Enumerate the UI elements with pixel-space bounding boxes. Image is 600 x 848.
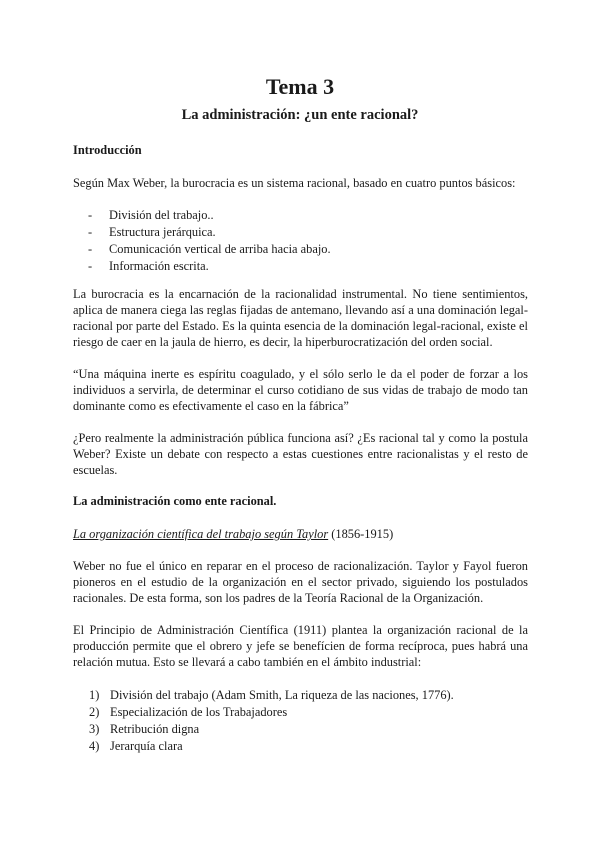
bullet-marker: - [88, 208, 93, 222]
section-paragraph-taylor-fayol: Weber no fue el único en reparar en el proceso de racionalización. Taylor y Fayol fueron pioneros en el estudio de la organización en el sector privado, siguiendo los postulados racionales. De esta forma, son los padres de la Teoría Racional de la Organización. [73, 559, 528, 605]
section-subheading [73, 526, 528, 542]
list-item-text: Jerarquía clara [110, 739, 183, 753]
number-marker: 2) [89, 705, 100, 719]
list-item-text: División del trabajo.. [109, 208, 214, 222]
list-item [88, 258, 331, 275]
page-title: Tema 3 [265, 74, 335, 99]
list-item-text: Retribución digna [110, 722, 200, 736]
bullet-marker: - [88, 225, 93, 239]
weber-points-list [88, 207, 331, 275]
list-item-text: Estructura jerárquica. [109, 225, 216, 239]
list-item [89, 721, 454, 738]
list-item-text: Comunicación vertical de arriba hacia abajo. [109, 242, 331, 256]
list-item [88, 224, 331, 241]
intro-lead: Según Max Weber, la burocracia es un sistema racional, basado en cuatro puntos básicos: [73, 176, 516, 190]
number-marker: 3) [89, 722, 100, 736]
section-heading: La administración como ente racional. [73, 494, 277, 508]
intro-paragraph-question: ¿Pero realmente la administración pública funciona así? ¿Es racional tal y como la postula Weber? Existe un debate con respecto a estas cuestiones entre racionalistas y el resto de escuelas. [73, 431, 528, 477]
weber-quote: “Una máquina inerte es espíritu coagulado, y el sólo serlo le da el poder de forzar a los individuos a servirla, de determinar el curso cotidiano de sus vidas de trabajo de modo tan dominante como es efectivamente el caso en la fábrica” [73, 367, 528, 413]
page-subtitle: La administración: ¿un ente racional? [181, 107, 419, 123]
list-item [88, 241, 331, 258]
list-item [89, 704, 454, 721]
intro-paragraph-bureaucracy: La burocracia es la encarnación de la racionalidad instrumental. No tiene sentimientos, aplica de manera ciega las reglas fijadas de antemano, llevando así a una dominación legal-racional por parte del Estado. Es la quinta esencia de la dominación legal-racional, existe el riesgo de caer en la jaula de hierro, es decir, la hiperburocratización del orden social. [73, 287, 528, 349]
principles-list [89, 687, 454, 755]
list-item-text: Información escrita. [109, 259, 209, 273]
list-item [88, 207, 331, 224]
number-marker: 1) [89, 688, 100, 702]
number-marker: 4) [89, 739, 100, 753]
list-item [89, 687, 454, 704]
list-item-text: División del trabajo (Adam Smith, La riqueza de las naciones, 1776). [110, 688, 454, 702]
subheading-title: La organización científica del trabajo según Taylor [73, 527, 329, 541]
section-paragraph-scientific-admin: El Principio de Administración Científica (1911) plantea la organización racional de la producción permite que el obrero y jefe se benefícien de forma recíproca, pues habrá una relación mutua. Esto se llevará a cabo también en el ámbito industrial: [73, 623, 528, 669]
bullet-marker: - [88, 259, 93, 273]
list-item-text: Especialización de los Trabajadores [110, 705, 288, 719]
intro-heading: Introducción [73, 143, 142, 157]
list-item [89, 738, 454, 755]
bullet-marker: - [88, 242, 93, 256]
subheading-years: (1856-1915) [328, 527, 394, 541]
